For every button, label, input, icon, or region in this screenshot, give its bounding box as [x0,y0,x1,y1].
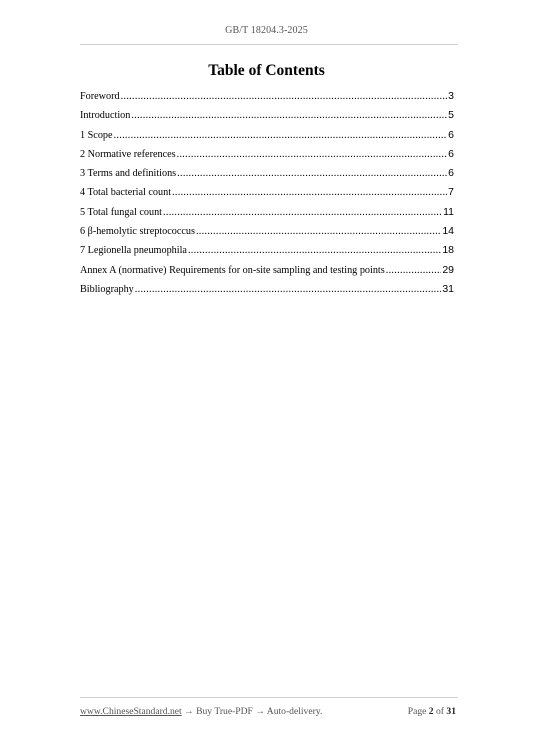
toc-list [80,90,454,302]
page-number [408,706,456,717]
total-pages-number: 31 [446,706,456,717]
toc-entry-page: 14 [442,225,454,238]
toc-entry-introduction[interactable] [80,109,454,128]
dot-leader [114,130,448,141]
toc-entry-label: Foreword [80,91,120,102]
website-link[interactable]: www.ChineseStandard.net [80,706,182,717]
toc-entry-label: 3 Terms and definitions [80,168,177,180]
running-header: GB/T 18204.3-2025 [225,25,308,36]
footer-divider [80,697,458,698]
toc-entry-page: 18 [442,244,454,257]
toc-entry-total-fungal-count[interactable] [80,206,454,225]
auto-delivery-text: Auto-delivery. [266,706,323,717]
toc-title: Table of Contents [208,62,325,79]
toc-entry-total-bacterial-count[interactable] [80,186,454,205]
dot-leader [163,207,442,218]
footer-promo [80,706,322,717]
dot-leader [386,265,442,276]
toc-entry-foreword[interactable] [80,90,454,109]
toc-entry-page: 11 [443,205,454,218]
toc-entry-page: 7 [448,186,454,199]
current-page-number: 2 [428,706,434,717]
dot-leader [177,168,447,179]
dot-leader [196,226,441,237]
page-word: Page [407,706,427,717]
toc-entry-page: 6 [448,167,454,180]
toc-entry-page: 6 [448,147,454,160]
arrow-right-icon: → [184,706,194,717]
toc-entry-label: Annex A (normative) Requirements for on-site sampling and testing points [80,264,385,276]
arrow-right-icon: → [255,706,265,717]
toc-entry-label: 7 Legionella pneumophila [80,245,187,257]
toc-entry-normative-references[interactable] [80,148,454,167]
toc-entry-page: 3 [448,90,454,102]
toc-entry-page: 6 [448,128,454,141]
toc-entry-annex-a[interactable] [80,264,454,283]
toc-entry-beta-hemolytic-streptococcus[interactable] [80,225,454,244]
header-divider [80,44,458,45]
toc-entry-scope[interactable] [80,129,454,148]
toc-entry-page: 31 [442,282,454,295]
toc-entry-bibliography[interactable] [80,283,454,302]
toc-entry-label: 6 β-hemolytic streptococcus [80,226,195,238]
of-word: of [436,706,444,717]
dot-leader [177,149,448,160]
dot-leader [188,245,441,256]
toc-entry-label: 4 Total bacterial count [80,187,172,199]
toc-entry-label: 5 Total fungal count [80,206,162,218]
dot-leader [172,187,447,198]
buy-true-pdf-text: Buy True-PDF [196,706,253,717]
toc-entry-label: 1 Scope [80,129,113,141]
toc-entry-page: 5 [448,109,454,122]
toc-entry-label: 2 Normative references [80,148,176,160]
toc-entry-label: Bibliography [80,283,134,295]
dot-leader [131,110,447,121]
toc-entry-page: 29 [442,263,454,276]
toc-entry-terms-and-definitions[interactable] [80,167,454,186]
toc-entry-legionella-pneumophila[interactable] [80,244,454,263]
dot-leader [135,284,442,295]
toc-entry-label: Introduction [80,110,131,122]
dot-leader [121,91,448,102]
